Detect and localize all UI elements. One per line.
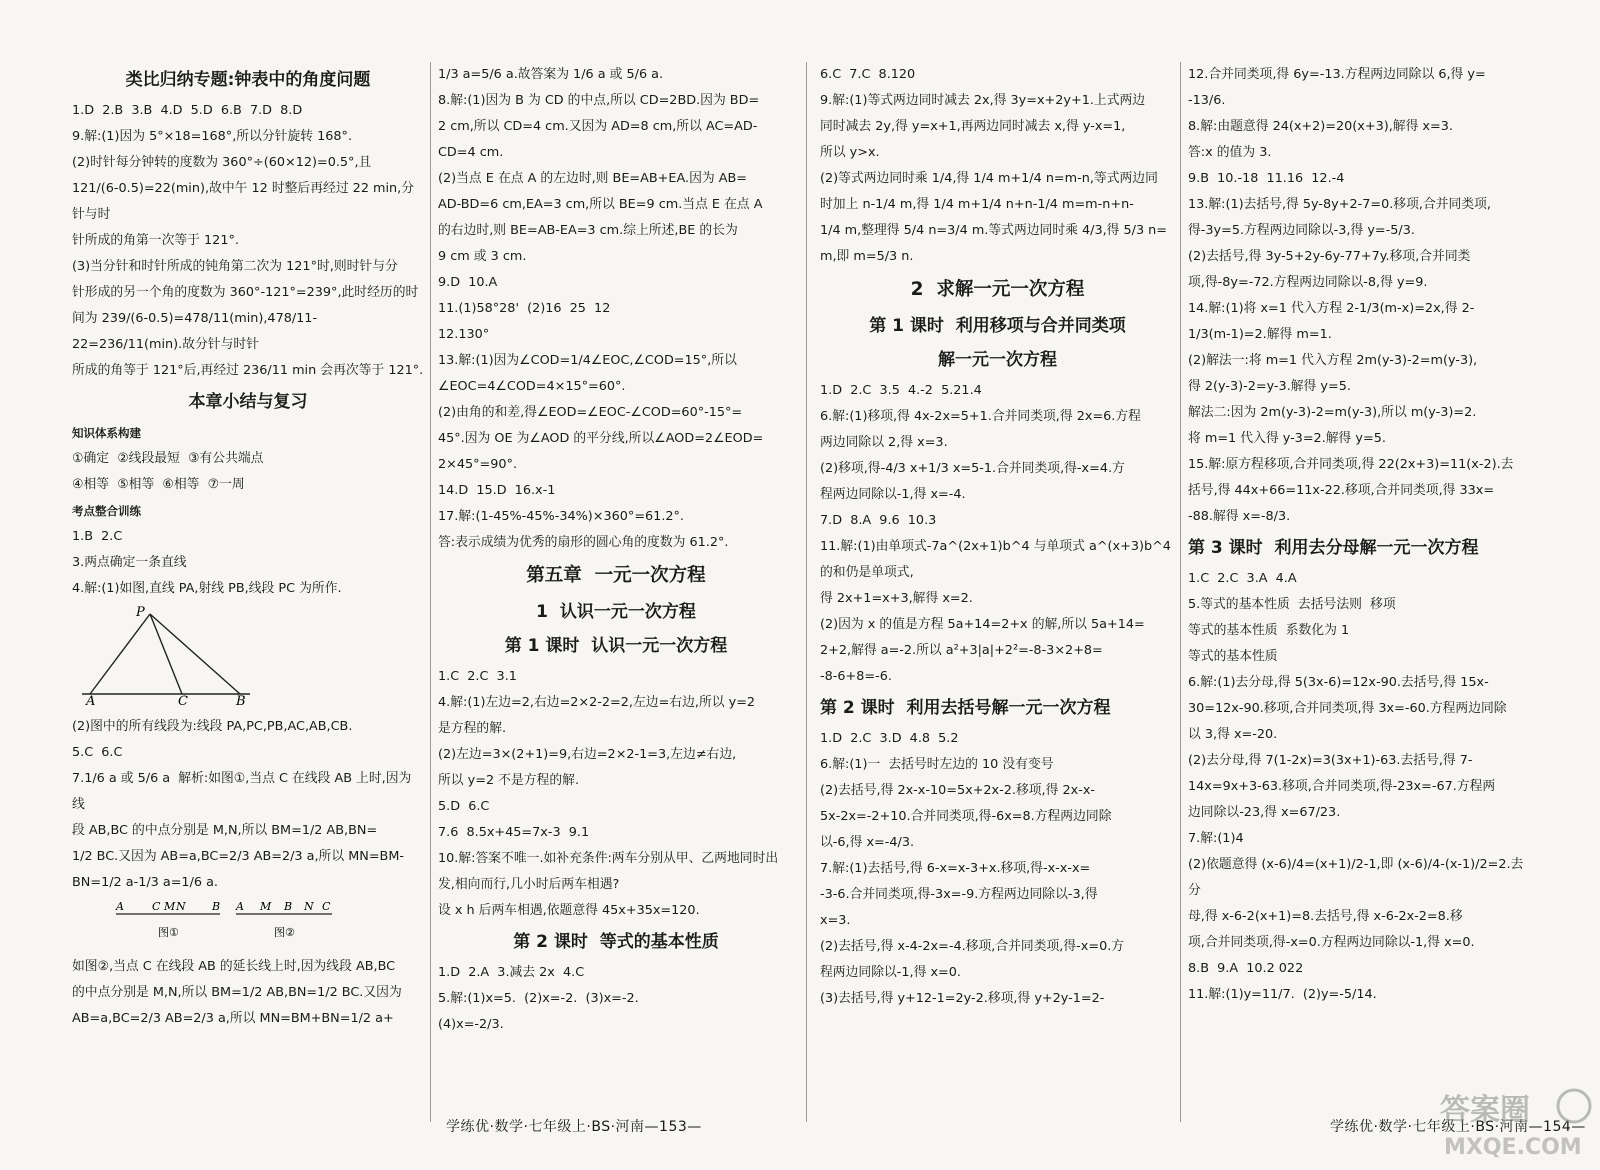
answer-line: (2)移项,得-4/3 x+1/3 x=5-1.合并同类项,得-x=4.方 [820, 461, 1125, 476]
chapter-summary-title: 本章小结与复习 [188, 392, 308, 412]
answer-line: 等式的基本性质 [1188, 649, 1278, 664]
answer-line: 所成的角等于 121°后,再经过 236/11 min 会再次等于 121°. [72, 363, 424, 378]
page-footer-right: 学练优·数学·七年级上·BS·河南—154— [1330, 1119, 1586, 1135]
watermark-line1: 答案圈 [1440, 1093, 1530, 1128]
answer-line: CD=4 cm. [438, 145, 504, 160]
answer-line: 1.D 2.B 3.B 4.D 5.D 6.B 7.D 8.D [72, 103, 303, 118]
answer-line: (2)当点 E 在点 A 的左边时,则 BE=AB+EA.因为 AB= [438, 171, 747, 186]
answer-line: 14.解:(1)将 x=1 代入方程 2-1/3(m-x)=2x,得 2- [1188, 301, 1475, 316]
answer-line: 同时减去 2y,得 y=x+1,再两边同时减去 x,得 y-x=1, [820, 119, 1126, 134]
segment-figures [72, 900, 332, 946]
answer-line: 7.1/6 a 或 5/6 a 解析:如图①,当点 C 在线段 AB 上时,因为线 [72, 771, 412, 812]
col2-top-lines [438, 62, 794, 556]
answer-line: AB=a,BC=2/3 AB=2/3 a,所以 MN=BM+BN=1/2 a+ [72, 1011, 394, 1026]
answer-line: 5.C 6.C [72, 745, 123, 760]
answer-line: 所以 y=2 不是方程的解. [438, 773, 580, 788]
answer-line: 5.等式的基本性质 去括号法则 移项 [1188, 597, 1396, 612]
answer-line: (2)因为 x 的值是方程 5a+14=2+x 的解,所以 5a+14= [820, 617, 1145, 632]
answer-line: 如图②,当点 C 在线段 AB 的延长线上时,因为线段 AB,BC [72, 959, 396, 974]
answer-line: 8.解:由题意得 24(x+2)=20(x+3),解得 x=3. [1188, 119, 1453, 134]
answer-line: 45°.因为 OE 为∠AOD 的平分线,所以∠AOD=2∠EOD= [438, 431, 764, 446]
answer-line: 2+2,解得 a=-2.所以 a²+3|a|+2²=-8-3×2+8= [820, 643, 1103, 658]
page-divider [806, 62, 807, 1122]
lesson-1-title-b: 解一元一次方程 [938, 350, 1057, 370]
lesson-2-title-s2: 第 2 课时 利用去括号解一元一次方程 [820, 698, 1111, 718]
answer-line: 的右边时,则 BE=AB-EA=3 cm.综上所述,BE 的长为 [438, 223, 738, 238]
seg2-label-a: A [236, 900, 244, 913]
answer-line: x=3. [820, 913, 851, 928]
answer-line: 解法二:因为 2m(y-3)-2=m(y-3),所以 m(y-3)=2. [1188, 405, 1477, 420]
answer-line: 5.D 6.C [438, 799, 490, 814]
answer-line: 项,合并同类项,得-x=0.方程两边同除以-1,得 x=0. [1188, 935, 1475, 950]
final-lines [72, 954, 424, 1032]
answer-line: (2)去括号,得 2x-x-10=5x+2x-2.移项,得 2x-x- [820, 783, 1096, 798]
answer-line: 11.解:(1)y=11/7. (2)y=-5/14. [1188, 987, 1377, 1002]
answer-line: 4.解:(1)左边=2,右边=2×2-2=2,左边=右边,所以 y=2 [438, 695, 756, 710]
answer-line: 发,相向而行,几小时后两车相遇? [438, 877, 620, 892]
answer-line: 的中点分别是 M,N,所以 BM=1/2 AB,BN=1/2 BC.又因为 [72, 985, 402, 1000]
seg1-label-b: B [212, 900, 221, 913]
column-4 [1188, 62, 1533, 1122]
answer-line: 1.C 2.C 3.1 [438, 669, 517, 684]
answer-line: 6.解:(1)一 去括号时左边的 10 没有变号 [820, 757, 1054, 772]
answer-line: -88.解得 x=-8/3. [1188, 509, 1291, 524]
answer-line: 13.解:(1)因为∠COD=1/4∠EOC,∠COD=15°,所以 [438, 353, 737, 368]
answer-line: (2)等式两边同时乘 1/4,得 1/4 m+1/4 n=m-n,等式两边同 [820, 171, 1158, 186]
answer-line: 1/3(m-1)=2.解得 m=1. [1188, 327, 1332, 342]
answer-line: 6.解:(1)移项,得 4x-2x=5+1.合并同类项,得 2x=6.方程 [820, 409, 1141, 424]
lesson-1-title-a: 第 1 课时 利用移项与合并同类项 [869, 316, 1126, 336]
answer-line: 9.D 10.A [438, 275, 498, 290]
column-2 [438, 62, 794, 1122]
answer-line: 项,得-8y=-72.方程两边同除以-8,得 y=9. [1188, 275, 1428, 290]
answer-line: 17.解:(1-45%-45%-34%)×360°=61.2°. [438, 509, 684, 524]
answer-line: 所以 y>x. [820, 145, 880, 160]
answer-line: 得 2x+1=x+3,解得 x=2. [820, 591, 973, 606]
seg2-caption: 图② [274, 926, 295, 939]
answer-line: 9.解:(1)因为 5°×18=168°,所以分针旋转 168°. [72, 129, 353, 144]
answer-line: 15.解:原方程移项,合并同类项,得 22(2x+3)=11(x-2).去 [1188, 457, 1514, 472]
seg1-caption: 图① [158, 926, 179, 939]
answer-line: 边同除以-23,得 x=67/23. [1188, 805, 1341, 820]
answer-line: 以-6,得 x=-4/3. [820, 835, 915, 850]
answer-line: 1.D 2.C 3.5 4.-2 5.21.4 [820, 383, 982, 398]
answer-line: 程两边同除以-1,得 x=0. [820, 965, 961, 980]
answer-line: (2)依题意得 (x-6)/4=(x+1)/2-1,即 (x-6)/4-(x-1)/2=2.去分 [1188, 857, 1524, 898]
answer-line: 段 AB,BC 的中点分别是 M,N,所以 BM=1/2 AB,BN= [72, 823, 378, 838]
seg1-label-m: M [164, 900, 176, 913]
answer-line: BN=1/2 a-1/3 a=1/6 a. [72, 875, 218, 890]
seg1-label-a: A [116, 900, 124, 913]
section-2-title: 2 求解一元一次方程 [910, 279, 1085, 300]
answer-line: (3)当分针和时针所成的钝角第二次为 121°时,则时针与分 [72, 259, 398, 274]
answer-line: 8.B 9.A 10.2 022 [1188, 961, 1304, 976]
answer-line: 是方程的解. [438, 721, 507, 736]
seg1-label-c: C [152, 900, 161, 913]
col3-top-lines [820, 62, 1175, 270]
answer-line: 14x=9x+3-63.移项,合并同类项,得-23x=-67.方程两 [1188, 779, 1496, 794]
answer-line: 2 cm,所以 CD=4 cm.又因为 AD=8 cm,所以 AC=AD- [438, 119, 758, 134]
watermark-line2: MXQE.COM [1444, 1135, 1582, 1160]
answer-line: (2)去分母,得 7(1-2x)=3(3x+1)-63.去括号,得 7- [1188, 753, 1473, 768]
answer-line: m,即 m=5/3 n. [820, 249, 914, 264]
knowledge-line: ④相等 ⑤相等 ⑥相等 ⑦一周 [72, 477, 245, 492]
answer-line: 以 3,得 x=-20. [1188, 727, 1278, 742]
training-line: 1.B 2.C [72, 529, 123, 544]
answer-line: 12.130° [438, 327, 490, 342]
section2-lesson1-lines [820, 378, 1175, 690]
fig-label-c: C [178, 694, 188, 706]
answer-line: 12.合并同类项,得 6y=-13.方程两边同除以 6,得 y= [1188, 67, 1486, 82]
answer-line: 7.解:(1)去括号,得 6-x=x-3+x.移项,得-x-x-x= [820, 861, 1091, 876]
lesson-1-lines [438, 664, 794, 924]
section-heading-knowledge: 知识体系构建 [72, 426, 141, 440]
answer-line: 7.D 8.A 9.6 10.3 [820, 513, 937, 528]
lesson-2-title: 第 2 课时 等式的基本性质 [513, 932, 719, 952]
section-1-title: 1 认识一元一次方程 [536, 602, 696, 622]
answer-line: 121/(6-0.5)=22(min),故中午 12 时整后再经过 22 min,分针与时 [72, 181, 415, 222]
fig-label-b: B [236, 694, 246, 706]
answer-line: (2)由角的和差,得∠EOD=∠EOC-∠COD=60°-15°= [438, 405, 743, 420]
training-line: 3.两点确定一条直线 [72, 555, 187, 570]
answer-line: 11.解:(1)由单项式-7a^(2x+1)b^4 与单项式 a^(x+3)b^4 的和仍是单项式, [820, 539, 1175, 580]
answer-line: 11.(1)58°28' (2)16 25 12 [438, 301, 611, 316]
lesson-1-title: 第 1 课时 认识一元一次方程 [504, 636, 728, 656]
training-line: 4.解:(1)如图,直线 PA,射线 PB,线段 PC 为所作. [72, 581, 342, 596]
answer-line: 9 cm 或 3 cm. [438, 249, 527, 264]
column-1 [72, 62, 424, 1122]
answer-line: 针形成的另一个角的度数为 360°-121°=239°,此时经历的时 [72, 285, 419, 300]
knowledge-line: ①确定 ②线段最短 ③有公共端点 [72, 451, 264, 466]
answer-line: 答:表示成绩为优秀的扇形的圆心角的度数为 61.2°. [438, 535, 729, 550]
answer-line: 30=12x-90.移项,合并同类项,得 3x=-60.方程两边同除 [1188, 701, 1507, 716]
seg2-label-b: B [284, 900, 293, 913]
after-figure-lines [72, 714, 424, 896]
answer-line: 9.解:(1)等式两边同时减去 2x,得 3y=x+2y+1.上式两边 [820, 93, 1146, 108]
answer-line: -8-6+8=-6. [820, 669, 892, 684]
fig-label-p: P [136, 606, 145, 620]
answer-line: 1/3 a=5/6 a.故答案为 1/6 a 或 5/6 a. [438, 67, 664, 82]
answer-line: 得 2(y-3)-2=y-3.解得 y=5. [1188, 379, 1351, 394]
answer-line: (3)去括号,得 y+12-1=2y-2.移项,得 y+2y-1=2- [820, 991, 1105, 1006]
answer-line: 得-3y=5.方程两边同除以-3,得 y=-5/3. [1188, 223, 1415, 238]
site-watermark-logo [1436, 1084, 1592, 1162]
lesson-3-title: 第 3 课时 利用去分母解一元一次方程 [1188, 538, 1479, 558]
page-footer-left: 学练优·数学·七年级上·BS·河南—153— [446, 1119, 702, 1135]
col1-lines [72, 98, 424, 384]
answer-line: -13/6. [1188, 93, 1226, 108]
col4-top-lines [1188, 62, 1533, 530]
answer-line: AD-BD=6 cm,EA=3 cm,所以 BE=9 cm.当点 E 在点 A [438, 197, 763, 212]
answer-line: 7.6 8.5x+45=7x-3 9.1 [438, 825, 590, 840]
fig-label-a: A [86, 694, 96, 706]
section-heading-training: 考点整合训练 [72, 504, 141, 518]
answer-line: 2×45°=90°. [438, 457, 518, 472]
answer-line: 将 m=1 代入得 y-3=2.解得 y=5. [1188, 431, 1386, 446]
training-lines [72, 524, 424, 602]
answer-line: 6.C 7.C 8.120 [820, 67, 916, 82]
seg2-label-m: M [260, 900, 272, 913]
answer-line: 针所成的角第一次等于 121°. [72, 233, 239, 248]
column-3 [820, 62, 1175, 1122]
section2-lesson2-lines [820, 726, 1175, 1012]
answer-line: 1.C 2.C 3.A 4.A [1188, 571, 1297, 586]
answer-line: (2)解法一:将 m=1 代入方程 2m(y-3)-2=m(y-3), [1188, 353, 1478, 368]
column-divider-3 [1180, 62, 1181, 1122]
answer-line: (2)左边=3×(2+1)=9,右边=2×2-1=3,左边≠右边, [438, 747, 737, 762]
seg2-label-c: C [322, 900, 331, 913]
lesson-2-lines [438, 960, 794, 1038]
answer-line: 6.解:(1)去分母,得 5(3x-6)=12x-90.去括号,得 15x- [1188, 675, 1489, 690]
topic-title: 类比归纳专题:钟表中的角度问题 [125, 70, 371, 90]
knowledge-lines [72, 446, 424, 498]
answer-line: 5x-2x=-2+10.合并同类项,得-6x=8.方程两边同除 [820, 809, 1112, 824]
answer-line: 1/4 m,整理得 5/4 n=3/4 m.等式两边同时乘 4/3,得 5/3 n= [820, 223, 1168, 238]
answer-line: 1/2 BC.又因为 AB=a,BC=2/3 AB=2/3 a,所以 MN=BM- [72, 849, 404, 864]
answer-line: 9.B 10.-18 11.16 12.-4 [1188, 171, 1345, 186]
answer-line: (2)去括号,得 3y-5+2y-6y-77+7y.移项,合并同类 [1188, 249, 1471, 264]
answer-line: 设 x h 后两车相遇,依题意得 45x+35x=120. [438, 903, 700, 918]
answer-line: 7.解:(1)4 [1188, 831, 1244, 846]
answer-line: 13.解:(1)去括号,得 5y-8y+2-7=0.移项,合并同类项, [1188, 197, 1492, 212]
answer-line: 程两边同除以-1,得 x=-4. [820, 487, 966, 502]
answer-line: 10.解:答案不唯一.如补充条件:两车分别从甲、乙两地同时出 [438, 851, 779, 866]
answer-line: 14.D 15.D 16.x-1 [438, 483, 556, 498]
answer-line: 等式的基本性质 系数化为 1 [1188, 623, 1350, 638]
answer-line: 间为 239/(6-0.5)=478/11(min),478/11-22=236/11(min).故分针与时针 [72, 311, 318, 352]
column-divider-1 [430, 62, 431, 1122]
lesson-3-lines [1188, 566, 1533, 1008]
answer-line: (2)图中的所有线段为:线段 PA,PC,PB,AC,AB,CB. [72, 719, 353, 734]
answer-line: (4)x=-2/3. [438, 1017, 504, 1032]
answer-line: (2)去括号,得 x-4-2x=-4.移项,合并同类项,得-x=0.方 [820, 939, 1125, 954]
triangle-figure [72, 606, 272, 706]
answer-line: 1.D 2.A 3.减去 2x 4.C [438, 965, 585, 980]
answer-line: 5.解:(1)x=5. (2)x=-2. (3)x=-2. [438, 991, 639, 1006]
answer-line: 时加上 n-1/4 m,得 1/4 m+1/4 n+n-1/4 m=m-n+n- [820, 197, 1134, 212]
answer-line: 1.D 2.C 3.D 4.8 5.2 [820, 731, 959, 746]
seg1-label-n: N [176, 900, 186, 913]
answer-line: ∠EOC=4∠COD=4×15°=60°. [438, 379, 626, 394]
seg2-label-n: N [304, 900, 314, 913]
answer-line: (2)时针每分钟转的度数为 360°÷(60×12)=0.5°,且 [72, 155, 372, 170]
answer-line: 两边同除以 2,得 x=3. [820, 435, 948, 450]
answer-line: -3-6.合并同类项,得-3x=-9.方程两边同除以-3,得 [820, 887, 1098, 902]
answer-line: 括号,得 44x+66=11x-22.移项,合并同类项,得 33x= [1188, 483, 1495, 498]
answer-line: 答:x 的值为 3. [1188, 145, 1272, 160]
answer-line: 8.解:(1)因为 B 为 CD 的中点,所以 CD=2BD.因为 BD= [438, 93, 760, 108]
chapter-title: 第五章 一元一次方程 [526, 565, 706, 586]
answer-line: 母,得 x-6-2(x+1)=8.去括号,得 x-6-2x-2=8.移 [1188, 909, 1463, 924]
